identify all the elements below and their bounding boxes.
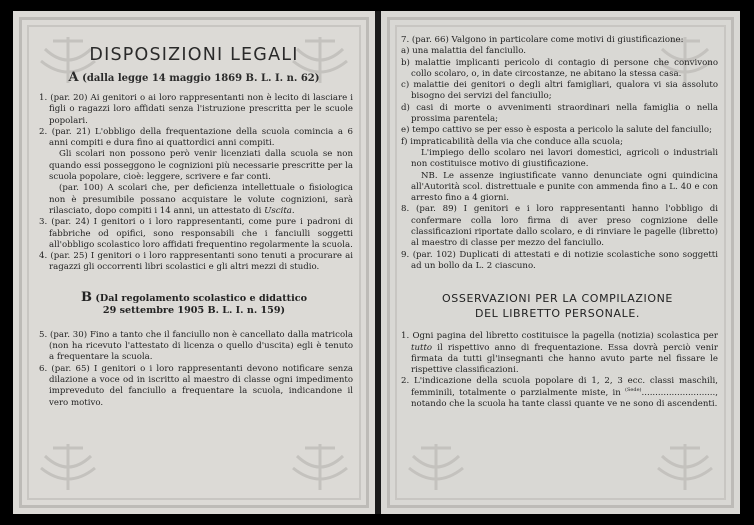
section-a-list bbox=[35, 93, 353, 274]
list-item: 5. (par. 30) Fino a tanto che il fanciullo non è cancellato dalla matricola (non ha ricevuto l'attestato di licenza o quello d'uscita) egli è tenuto a frequentare la scuola. bbox=[39, 329, 353, 363]
list-item: 2. L'indicazione della scuola popolare di 1, 2, 3 ecc. classi maschili, femminili, totalmente o parzialmente miste, in $^{(Sede)}$..........................., notando che la scuola ha tante classi quante ve ne sono di ascendenti. bbox=[401, 376, 718, 410]
list-item: 9. (par. 102) Duplicati di attestati e di notizie scolastiche sono soggetti ad un bollo da L. 2 ciascuno. bbox=[401, 249, 718, 271]
left-page bbox=[13, 11, 375, 514]
list-item: a) una malattia del fanciullo. bbox=[401, 46, 527, 57]
paragraph-continuation: L'impiego dello scolaro nei lavori domestici, agricoli o industriali non costituisce motivo di giustificazione. bbox=[411, 147, 718, 170]
observations-heading: OSSERVAZIONI PER LA COMPILAZIONE DEL LIBRETTO PERSONALE. bbox=[442, 292, 673, 320]
list-item: b) malattie implicanti pericolo di contagio di persone che convivono collo scolaro, o, in date circostanze, ne abitano la stessa casa. bbox=[401, 57, 718, 79]
list-item: 2. (par. 21) L'obbligo della frequentazione della scuola comincia a 6 anni compiti e dura fino ai quattordici anni compiti. bbox=[39, 126, 353, 149]
list-item: 4. (par. 25) I genitori o i loro rappresentanti sono tenuti a procurare ai ragazzi gli occorrenti libri scolastici e gli altri mezzi di studio. bbox=[39, 251, 353, 273]
section-a-heading: A (dalla legge 14 maggio 1869 B. L. I. n. 62) bbox=[68, 70, 320, 85]
left-text-column bbox=[35, 31, 353, 500]
list-item: 6. (par. 65) I genitori o i loro rappresentanti devono notificare senza dilazione a voce od in iscritto al maestro di classe ogni impedimento impreveduto del fanciullo a frequentare la scuola, indicandone il vero motivo. bbox=[39, 363, 353, 408]
list-item: d) casi di morte o avvenimenti straordinari nella famiglia o nella prossima parentela; bbox=[401, 102, 718, 125]
section-b-heading: B (Dal regolamento scolastico e didattico 29 settembre 1905 B. L. I. n. 159) bbox=[81, 289, 307, 317]
page-title: DISPOSIZIONI LEGALI bbox=[89, 45, 299, 65]
right-page bbox=[381, 11, 740, 514]
list-item: 7. (par. 66) Valgono in particolare come motivi di giustificazione: bbox=[401, 35, 684, 45]
section-b-list bbox=[35, 330, 353, 409]
list-item: c) malattie dei genitori o degli altri famigliari, qualora vi sia assoluto bisogno dei servizi del fanciullo; bbox=[401, 80, 718, 102]
list-item: 1. (par. 20) Ai genitori o ai loro rappresentanti non è lecito di lasciare i figli o ragazzi loro affidati senza l'istruzione prescritta per le scuole popolari. bbox=[39, 93, 353, 126]
list-item: e) tempo cattivo se per esso è esposta a pericolo la salute del fanciullo; bbox=[401, 125, 712, 136]
list-item: 8. (par. 89) I genitori e i loro rappresentanti hanno l'obbligo di confermare colla loro firma di aver preso cognizione delle classificazioni riportate dallo scolaro, e di rinviare le pagelle (libretto) al maestro di classe per mezzo del fanciullo. bbox=[401, 204, 718, 249]
emphasis-text: Uscita. bbox=[264, 205, 295, 216]
paragraph-continuation: Gli scolari non possono però venir licenziati dalla scuola se non quando essi posseggono le cognizioni più necessarie prescritte per la scuola popolare, cioè: leggere, scrivere e far conti. bbox=[49, 149, 353, 183]
right-text-column bbox=[397, 35, 718, 500]
justification-list bbox=[397, 35, 718, 272]
list-item: 1. Ogni pagina del libretto costituisce la pagella (notizia) scolastica per tutto il rispettivo anno di frequentazione. Essa dovrà perciò venir firmata da tutti gl'insegnanti che hanno avuto parte nel fissare le rispettive classificazioni. bbox=[401, 331, 718, 376]
paragraph-continuation: NB. Le assenze ingiustificate vanno denunciate ogni quindicina all'Autorità scol. distrettuale e punite con ammenda fino a L. 40 e con arresto fino a 4 giorni. bbox=[411, 170, 718, 204]
observations-list bbox=[397, 331, 718, 410]
sede-label: (Sede) bbox=[625, 386, 642, 393]
paragraph-continuation: (par. 100) A scolari che, per deficienza intellettuale o fisiologica non è presumibile possano acquistare le volute cognizioni, sarà rilasciato, dopo compiti i 14 anni, un attestato di Uscita. bbox=[49, 183, 353, 216]
list-item: f) impraticabilità della via che conduce alla scuola; bbox=[401, 136, 624, 147]
emphasis-text: tutto bbox=[411, 342, 433, 353]
list-item: 3. (par. 24) I genitori o i loro rappresentanti, come pure i padroni di fabbriche od opifici, sono responsabili che i fanciulli soggetti all'obbligo scolastico loro affidati frequentino regolarmente la scuola. bbox=[39, 217, 353, 250]
